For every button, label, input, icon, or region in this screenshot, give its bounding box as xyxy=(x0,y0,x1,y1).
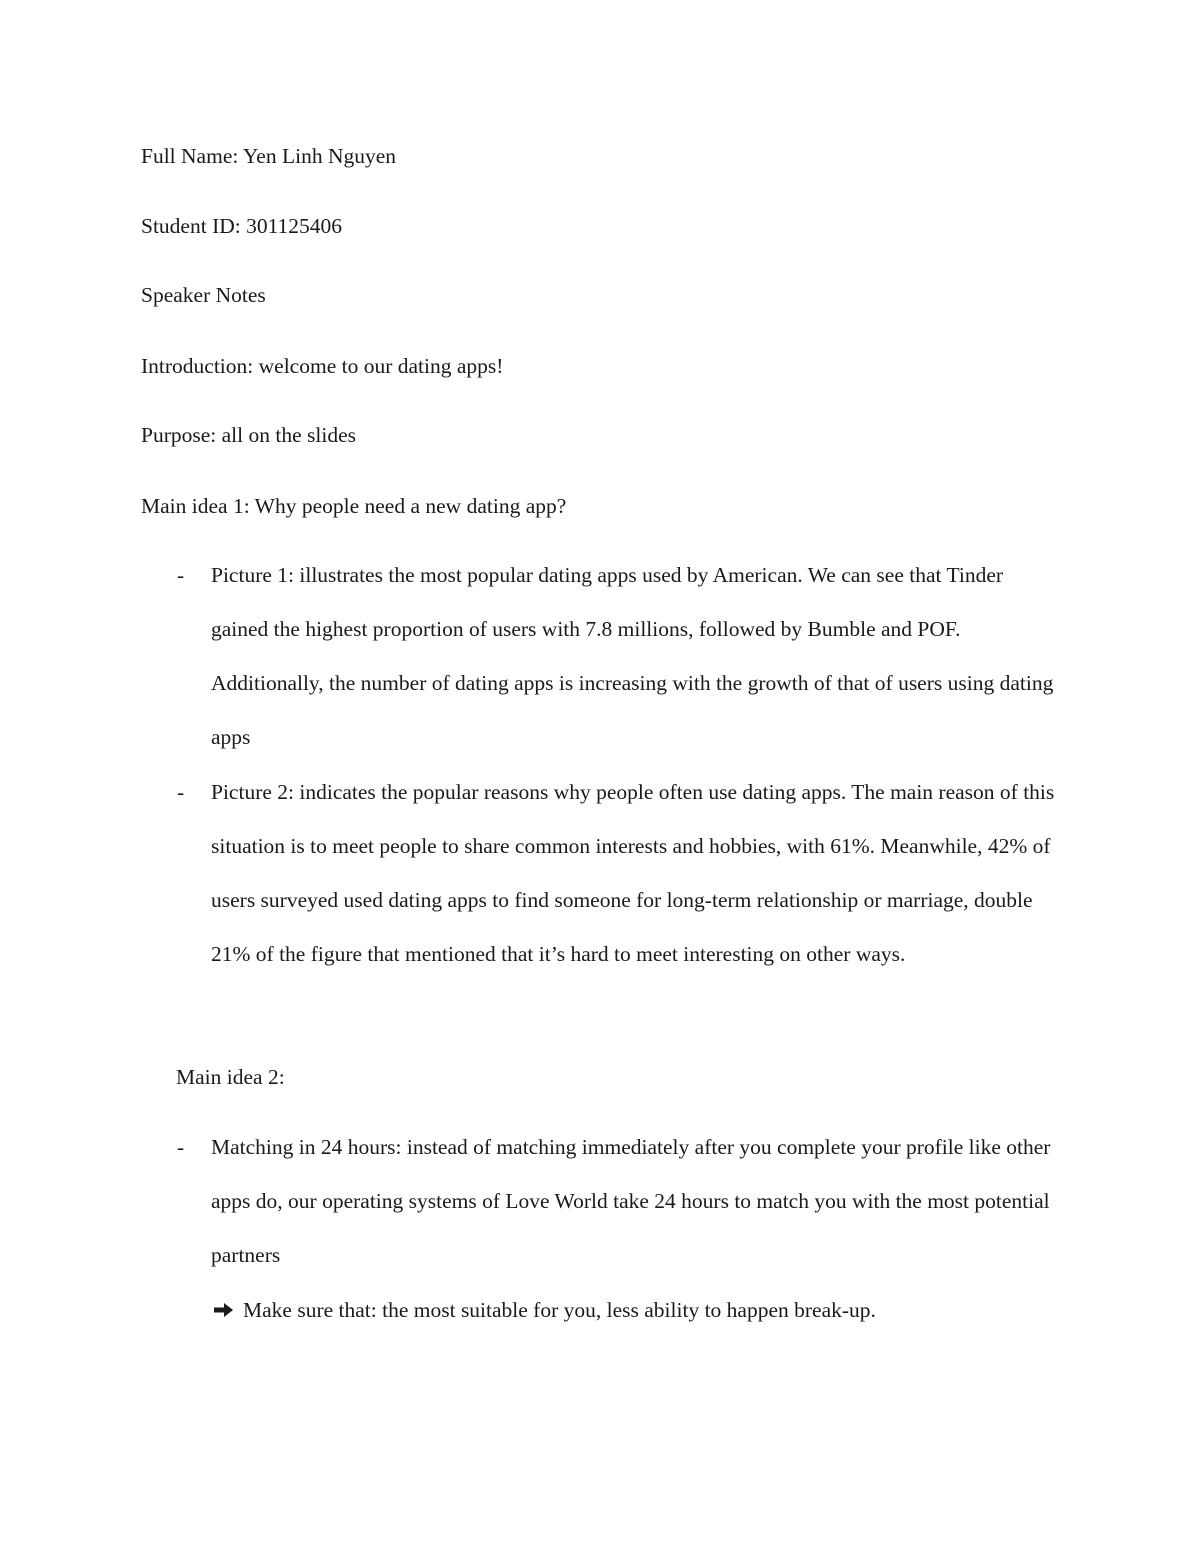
picture-2-note: Picture 2: indicates the popular reasons why people often use dating apps. The main reason of this situation is to meet people to share common interests and hobbies, with 61%. Meanwhile, 42% of users surveyed used dating apps to find someone for long-term relationship or marriage, double 21% of the figure that mentioned that it’s hard to meet interesting on other ways. xyxy=(211,780,1055,966)
introduction-line: Introduction: welcome to our dating apps! xyxy=(141,354,504,378)
arrow-note-row xyxy=(213,1295,876,1325)
document-title: Speaker Notes xyxy=(141,283,266,307)
full-name-line: Full Name: Yen Linh Nguyen xyxy=(141,144,397,168)
main-idea-1-heading: Main idea 1: Why people need a new dating app? xyxy=(141,494,567,518)
matching-24-hours-note: Matching in 24 hours: instead of matching immediately after you complete your profile like other apps do, our operating systems of Love World take 24 hours to match you with the most potential partners xyxy=(211,1135,1051,1267)
student-id-line: Student ID: 301125406 xyxy=(141,214,343,238)
main-idea-2-heading: Main idea 2: xyxy=(176,1065,285,1089)
right-arrow-icon xyxy=(213,1301,235,1319)
arrow-note-text: Make sure that: the most suitable for you, less ability to happen break-up. xyxy=(243,1298,876,1322)
bullet-dash: - xyxy=(177,563,185,587)
bullet-dash: - xyxy=(177,780,185,804)
purpose-line: Purpose: all on the slides xyxy=(141,423,356,447)
picture-1-note: Picture 1: illustrates the most popular dating apps used by American. We can see that Tinder gained the highest proportion of users with 7.8 millions, followed by Bumble and POF. Additionally, the number of dating apps is increasing with the growth of that of users using dating apps xyxy=(211,563,1054,749)
bullet-dash: - xyxy=(177,1135,185,1159)
